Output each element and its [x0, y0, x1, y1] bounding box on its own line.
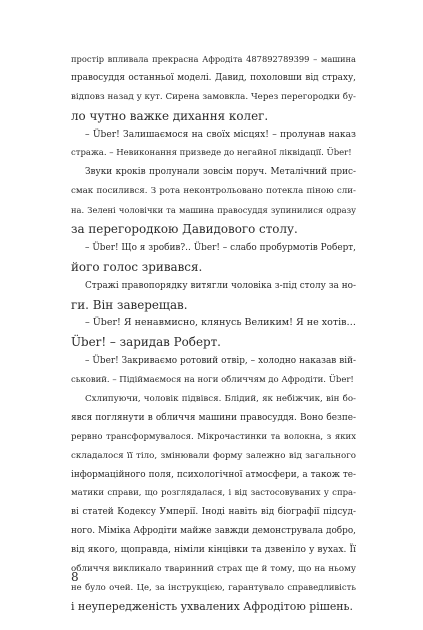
- text-line: ві статей Кодексу Умперії. Іноді навіть від біографії підсуд-: [71, 507, 356, 518]
- text-line: – Über! Я ненавмисно, клянусь Великим! Я не хотів…: [85, 317, 356, 329]
- text-line: Стражі правопорядку витягли чоловіка з-під столу за но-: [85, 280, 356, 291]
- text-line: смак посилився. З рота неконтрольовано потекла піною сли-: [71, 186, 356, 197]
- text-line: стража. – Невиконання призведе до негайної ліквідації. Über!: [71, 148, 352, 159]
- text-line: його голос зривався.: [71, 259, 203, 274]
- text-line: від якого, щоправда, німіли кінцівки та дзвеніло у вухах. Її: [71, 545, 356, 556]
- text-line: Über! – заридав Роберт.: [71, 335, 221, 350]
- text-line: правосуддя останньої моделі. Давид, похоловши від страху,: [71, 72, 356, 83]
- text-line: не було очей. Це, за інструкцією, гарантувало справедливість: [71, 582, 356, 593]
- text-line: складалося її тіло, змінювали форму залежно від загального: [71, 450, 356, 461]
- page-number: 8: [71, 570, 79, 584]
- text-line: – Über! Залишаємося на своїх місцях! – пролунав наказ: [85, 129, 356, 140]
- text-line: на. Зелені чоловічки та машина правосуддя зупинилися одразу: [71, 205, 356, 216]
- text-line: обличчя викликало тваринний страх ще й тому, що на ньому: [71, 564, 356, 575]
- text-line: ги. Він заверещав.: [71, 297, 188, 312]
- text-line: – Über! Що я зробив?.. Über! – слабо пробурмотів Роберт,: [85, 242, 356, 253]
- text-line: – Über! Закриваємо ротовий отвір, – холодно наказав вій-: [85, 356, 356, 367]
- text-line: за перегородкою Давидового столу.: [71, 222, 298, 237]
- text-line: явся поглянути в обличчя машини правосуддя. Воно безпе-: [71, 412, 356, 423]
- body-text: [71, 50, 356, 617]
- text-line: простір впливала прекрасна Афродіта 487892789399 – машина: [71, 54, 356, 64]
- text-line: Схлипуючи, чоловік підвівся. Блідий, як небіжчик, він бо-: [85, 394, 356, 405]
- text-line: Звуки кроків пролунали зовсім поруч. Металічний прис-: [85, 167, 356, 178]
- text-line: і неупередженість ухвалених Афродітою рішень.: [71, 599, 353, 613]
- text-line: ного. Міміка Афродіти майже завжди демонструвала добро,: [71, 526, 356, 537]
- text-line: відповз назад у кут. Сирена замовкла. Через перегородки бу-: [71, 91, 356, 102]
- text-line: ськовий. – Підіймаємося на ноги обличчям до Афродіти. Über!: [71, 375, 354, 386]
- text-line: ло чутно важке дихання колег.: [71, 108, 269, 123]
- text-line: матики справи, що розглядалася, і від застосовуваних у спра-: [71, 488, 356, 499]
- text-line: рервно трансформувалося. Мікрочастинки та волокна, з яких: [71, 431, 356, 442]
- text-line: інформаційного поля, психологічної атмосфери, а також те-: [71, 469, 356, 480]
